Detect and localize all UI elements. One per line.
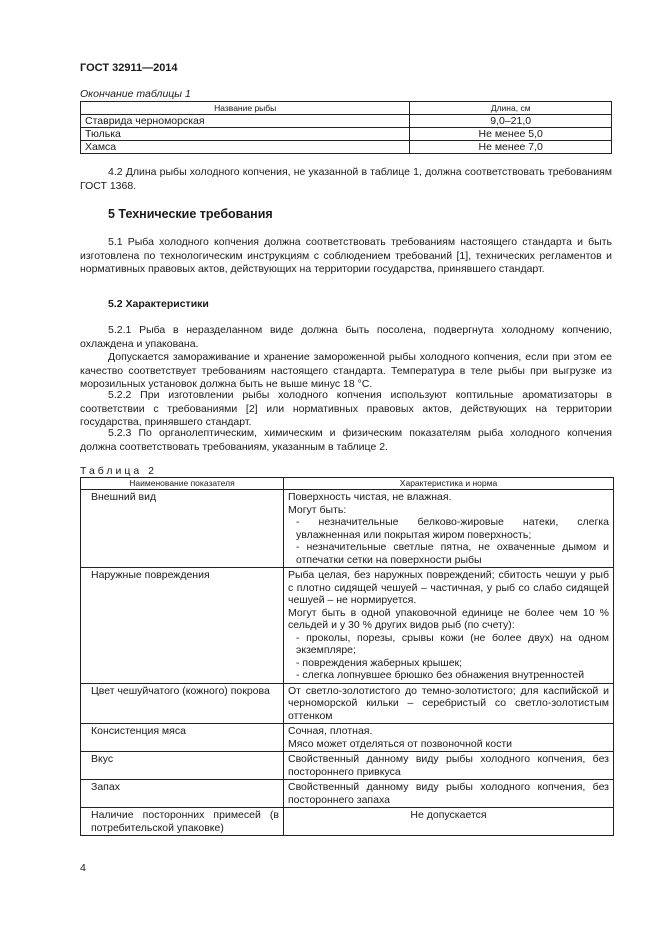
paragraph-4-2: 4.2 Длина рыбы холодного копчения, не указанной в таблице 1, должна соответствовать требованиям ГОСТ 1368.: [80, 166, 612, 192]
table2: [80, 477, 614, 836]
fish-length: Не менее 5,0: [410, 128, 612, 141]
table-row: [81, 780, 614, 808]
table2-col-norm: Характеристика и норма: [284, 478, 614, 490]
paragraph-5-2-2: 5.2.2 При изготовлении рыбы холодного копчения используют коптильные ароматизаторы в соответствии с требованиями [2] или нормативных правовых актов, действующих на территории государства, принявшего стандарт.: [80, 389, 612, 428]
table-row: [81, 808, 614, 836]
table-row: [81, 115, 612, 128]
indicator-norm: От светло-золотистого до темно-золотистого; для каспийской и черноморской кильки – серебристый со светло-золотистым оттенком: [284, 683, 614, 724]
indicator-norm: Сочная, плотная. Мясо может отделяться от позвоночной кости: [284, 724, 614, 752]
table-row: [81, 683, 614, 724]
indicator-norm: Поверхность чистая, не влажная. Могут быть: - незначительные белково-жировые натеки, слегка увлажненная или покрытая жиром поверхность; - незначительные светлые пятна, не охваченные дымом и отпечатки сетки на поверхности рыбы: [284, 490, 614, 568]
table2-col-indicator: Наименование показателя: [81, 478, 284, 490]
table-row: [81, 724, 614, 752]
table-row: [81, 490, 614, 568]
paragraph-5-2-3: 5.2.3 По органолептическим, химическим и физическим показателям рыба холодного копчения должна соответствовать требованиям, указанным в таблице 2.: [80, 427, 612, 453]
indicator-name: Консистенция мяса: [81, 724, 284, 752]
table2-caption: Таблица 2: [80, 465, 157, 477]
table1-col-name: Название рыбы: [81, 102, 410, 115]
table1-col-length: Длина, см: [410, 102, 612, 115]
table-row: [81, 568, 614, 684]
indicator-norm: Рыба целая, без наружных повреждений; сбитость чешуи у рыб с плотно сидящей чешуей – частичная, у рыб со слабо сидящей чешуей – не нормируется. Могут быть в одной упаковочной единице не более чем 10 % сельдей и у 30 % других видов рыб (по счету): - проколы, порезы, срывы кожи (не более двух) на одном экземпляре; - повреждения жаберных крышек; - слегка лопнувшее брюшко без обнажения внутренностей: [284, 568, 614, 684]
table2-header-row: [81, 478, 614, 490]
paragraph-5-1: 5.1 Рыба холодного копчения должна соответствовать требованиям настоящего стандарта и быть изготовлена по технологическим инструкциям с соблюдением требований [1], технических регламентов и нормативных правовых актов, действующих на территории государства, принявшего стандарт.: [80, 236, 612, 275]
indicator-norm: Свойственный данному виду рыбы холодного копчения, без постороннего запаха: [284, 780, 614, 808]
indicator-norm: Свойственный данному виду рыбы холодного копчения, без постороннего привкуса: [284, 752, 614, 780]
table1-caption: Окончание таблицы 1: [80, 88, 191, 100]
table1-header-row: [81, 102, 612, 115]
indicator-name: Внешний вид: [81, 490, 284, 568]
indicator-name: Запах: [81, 780, 284, 808]
indicator-name: Цвет чешуйчатого (кожного) покрова: [81, 683, 284, 724]
fish-length: 9,0–21,0: [410, 115, 612, 128]
page-number: 4: [80, 862, 86, 874]
fish-length: Не менее 7,0: [410, 141, 612, 154]
section-5-title: 5 Технические требования: [108, 207, 273, 221]
fish-name: Ставрида черноморская: [81, 115, 410, 128]
paragraph-5-2-1-b: Допускается замораживание и хранение замороженной рыбы холодного копчения, если при этом ее качество соответствует требованиям настоящего стандарта. Температура в теле рыбы при выгрузке из морозильных установок должна быть не выше минус 18 °С.: [80, 351, 612, 390]
paragraph-5-2-1: 5.2.1 Рыба в неразделанном виде должна быть посолена, подвергнута холодному копчению, охлаждена и упакована.: [80, 324, 612, 350]
indicator-name: Вкус: [81, 752, 284, 780]
table-row: [81, 141, 612, 154]
fish-name: Тюлька: [81, 128, 410, 141]
table-row: [81, 128, 612, 141]
document-code: ГОСТ 32911—2014: [80, 62, 178, 74]
table-row: [81, 752, 614, 780]
section-5-2-title: 5.2 Характеристики: [108, 298, 209, 310]
indicator-name: Наличие посторонних примесей (в потребительской упаковке): [81, 808, 284, 836]
indicator-norm: Не допускается: [284, 808, 614, 836]
fish-name: Хамса: [81, 141, 410, 154]
table1: [80, 101, 612, 154]
indicator-name: Наружные повреждения: [81, 568, 284, 684]
